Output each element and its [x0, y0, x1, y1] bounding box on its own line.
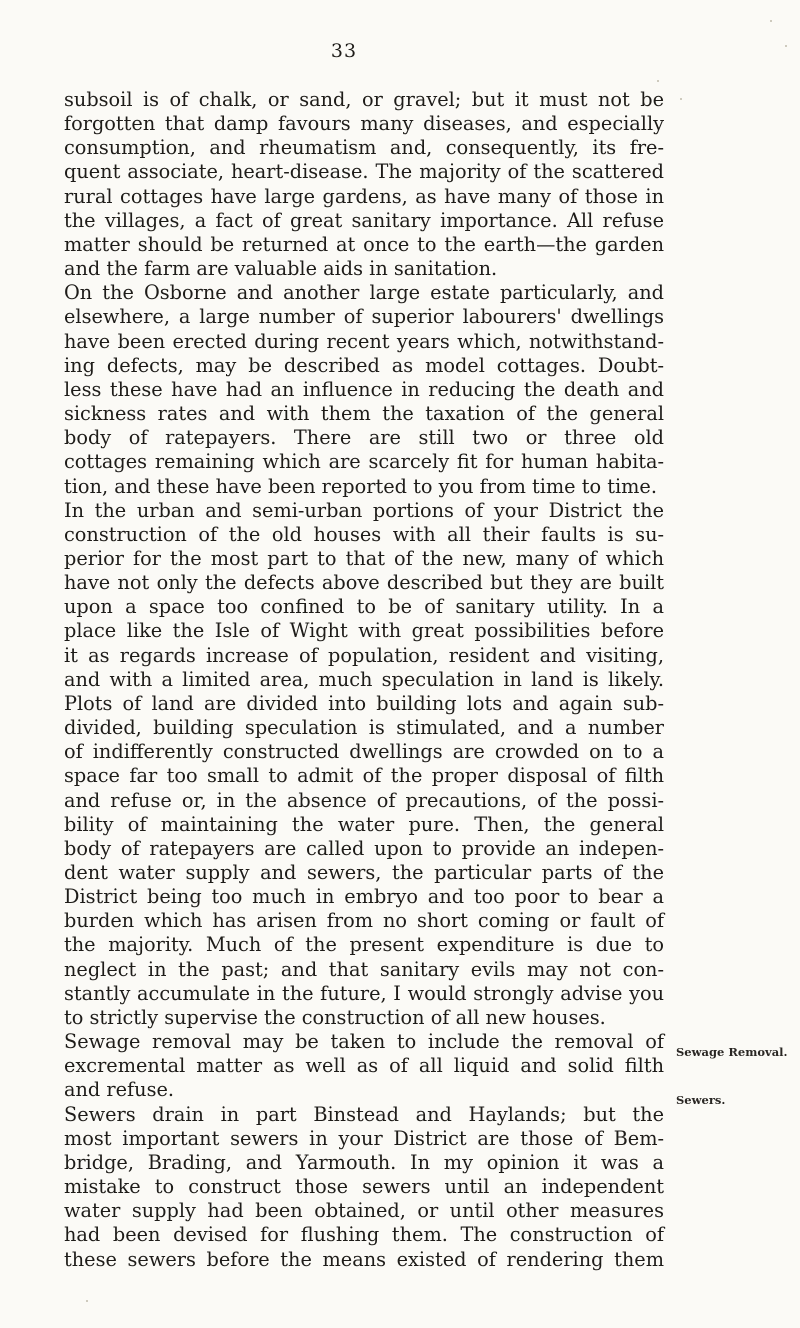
text-line: sickness rates and with them the taxation of the general: [64, 402, 664, 426]
paper-speck: [770, 20, 772, 22]
text-line: had been devised for flushing them. The construction of: [64, 1223, 664, 1247]
text-line: water supply had been obtained, or until other measures: [64, 1199, 664, 1223]
text-line: subsoil is of chalk, or sand, or gravel; but it must not be: [64, 88, 664, 111]
margin-note-sewers: Sewers.: [676, 1093, 726, 1107]
page-number: 33: [330, 40, 358, 62]
text-line: the villages, a fact of great sanitary importance. All refuse: [64, 208, 664, 232]
text-line: neglect in the past; and that sanitary evils may not con-: [64, 957, 664, 981]
text-line: the majority. Much of the present expenditure is due to: [64, 933, 664, 957]
text-line: of indifferently constructed dwellings are crowded on to a: [64, 740, 664, 764]
text-line: perior for the most part to that of the new, many of which: [64, 546, 664, 570]
text-line: stantly accumulate in the future, I would strongly advise you: [64, 981, 664, 1005]
text-line: District being too much in embryo and too poor to bear a: [64, 885, 664, 909]
text-line: burden which has arisen from no short coming or fault of: [64, 909, 664, 933]
text-line: and the farm are valuable aids in sanitation.: [64, 257, 498, 281]
paragraph-start-line: Sewers drain in part Binstead and Haylands; but the: [64, 1102, 664, 1126]
paper-speck: [680, 98, 682, 100]
text-line: and refuse or, in the absence of precautions, of the possi-: [64, 788, 664, 812]
text-line: less these have had an influence in reducing the death and: [64, 377, 664, 401]
text-line: to strictly supervise the construction of all new houses.: [64, 1005, 606, 1029]
text-line: and with a limited area, much speculation in land is likely.: [64, 667, 664, 691]
text-line: have been erected during recent years which, notwithstand-: [64, 329, 664, 353]
text-line: these sewers before the means existed of rendering them: [64, 1247, 664, 1271]
text-line: quent associate, heart-disease. The majority of the scattered: [64, 160, 664, 184]
text-line: upon a space too confined to be of sanitary utility. In a: [64, 595, 664, 619]
text-line: Plots of land are divided into building lots and again sub-: [64, 691, 664, 715]
text-line: rural cottages have large gardens, as have many of those in: [64, 184, 664, 208]
text-line: place like the Isle of Wight with great possibilities before: [64, 619, 664, 643]
text-line: have not only the defects above described but they are built: [64, 571, 664, 595]
text-line: matter should be returned at once to the earth—the garden: [64, 232, 664, 256]
text-line: cottages remaining which are scarcely fit for human habita-: [64, 450, 664, 474]
text-line: ing defects, may be described as model cottages. Doubt-: [64, 353, 664, 377]
text-line: dent water supply and sewers, the particular parts of the: [64, 861, 664, 884]
text-line: construction of the old houses with all their faults is su-: [64, 522, 664, 546]
text-line: elsewhere, a large number of superior labourers' dwellings: [64, 305, 664, 329]
text-line: bility of maintaining the water pure. Then, the general: [64, 812, 664, 836]
text-line: consumption, and rheumatism and, consequently, its fre-: [64, 136, 664, 160]
text-line: divided, building speculation is stimulated, and a number: [64, 716, 664, 740]
text-line: forgotten that damp favours many diseases, and especially: [64, 112, 664, 136]
paper-speck: [657, 80, 659, 82]
text-line: tion, and these have been reported to you from time to time.: [64, 474, 657, 498]
text-line: and refuse.: [64, 1078, 175, 1102]
paragraph-start-line: Sewage removal may be taken to include the removal of: [64, 1030, 664, 1054]
text-line: most important sewers in your District are those of Bem-: [64, 1126, 664, 1150]
text-line: excremental matter as well as of all liquid and solid filth: [64, 1054, 664, 1078]
paper-speck: [785, 45, 787, 47]
paper-speck: [86, 1300, 88, 1302]
text-line: space far too small to admit of the proper disposal of filth: [64, 764, 664, 788]
text-line: body of ratepayers. There are still two or three old: [64, 426, 664, 450]
text-line: body of ratepayers are called upon to provide an indepen-: [64, 836, 664, 860]
body-text: [64, 88, 664, 1272]
text-line: it as regards increase of population, resident and visiting,: [64, 643, 664, 667]
paragraph-start-line: On the Osborne and another large estate particularly, and: [64, 281, 664, 305]
text-line: mistake to construct those sewers until an independent: [64, 1175, 664, 1199]
paragraph-start-line: In the urban and semi-urban portions of your District the: [64, 498, 664, 522]
text-line: bridge, Brading, and Yarmouth. In my opinion it was a: [64, 1150, 664, 1174]
margin-note-sewage-removal: Sewage Removal.: [676, 1045, 788, 1059]
